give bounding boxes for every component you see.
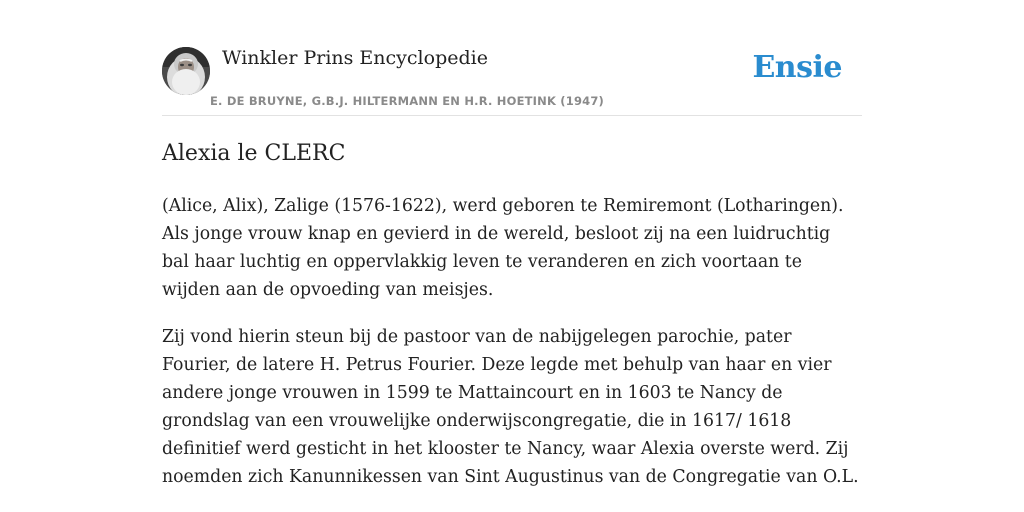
article-title: Alexia le CLERC — [162, 141, 346, 166]
site-title[interactable]: Winkler Prins Encyclopedie — [222, 47, 488, 69]
article-paragraph: (Alice, Alix), Zalige (1576-1622), werd geboren te Remiremont (Lotharingen). Als jonge vrouw knap en gevierd in de wereld, besloot zij na een luidruchtig bal haar luchtig en oppervlakkig leven te veranderen en zich voortaan te wijden aan de opvoeding van meisjes. — [162, 196, 844, 300]
page-container — [162, 0, 862, 487]
site-subtitle: E. DE BRUYNE, G.B.J. HILTERMANN EN H.R. HOETINK (1947) — [210, 94, 605, 108]
portrait-avatar-icon[interactable] — [162, 47, 210, 95]
article-paragraph: Zij vond hierin steun bij de pastoor van de nabijgelegen parochie, pater Fourier, de latere H. Petrus Fourier. Deze legde met behulp van haar en vier andere jonge vrouwen in 1599 te Mattaincourt en in 1603 te Nancy de grondslag van een vrouwelijke onderwijscongregatie, die in 1617/ 1618 definitief werd gesticht in het klooster te Nancy, waar Alexia overste werd. Zij noemden zich Kanunnikessen van Sint Augustinus van de Congregatie van O.L. — [162, 327, 859, 487]
site-header — [162, 0, 862, 116]
article-body — [162, 192, 862, 510]
brand-logo[interactable]: Ensie — [752, 50, 842, 85]
